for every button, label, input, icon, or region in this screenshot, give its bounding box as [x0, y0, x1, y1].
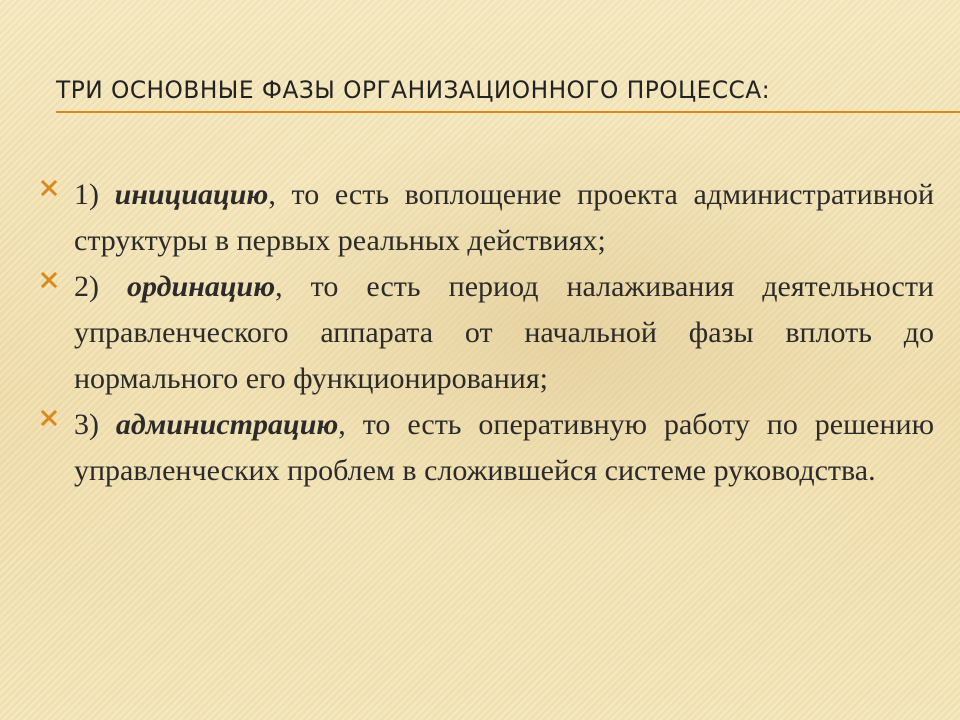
phase-term: ординацию [127, 270, 276, 303]
phase-term: администрацию [115, 408, 339, 441]
list-item [40, 402, 934, 494]
item-number: 1) [74, 178, 115, 211]
phase-description: , то есть оперативную работу по решению управленческих проблем в сложившейся системе руководства. [74, 408, 935, 487]
phase-list [40, 172, 934, 494]
phase-description: , то есть период налаживания деятельности управленческого аппарата от начальной фазы вплоть до нормального его функционирования; [74, 270, 934, 395]
phase-description: , то есть воплощение проекта административной структуры в первых реальных действиях; [74, 178, 935, 257]
x-mark-bullet-icon [40, 409, 58, 427]
list-item [40, 264, 934, 402]
x-mark-bullet-icon [40, 179, 58, 197]
item-number: 2) [74, 270, 128, 303]
item-number: 3) [74, 408, 116, 441]
title-underline [56, 111, 960, 113]
list-item [40, 172, 934, 264]
slide-title: ТРИ ОСНОВНЫЕ ФАЗЫ ОРГАНИЗАЦИОННОГО ПРОЦЕССА: [56, 76, 771, 104]
phase-term: инициацию [114, 178, 269, 211]
x-mark-bullet-icon [40, 271, 58, 289]
